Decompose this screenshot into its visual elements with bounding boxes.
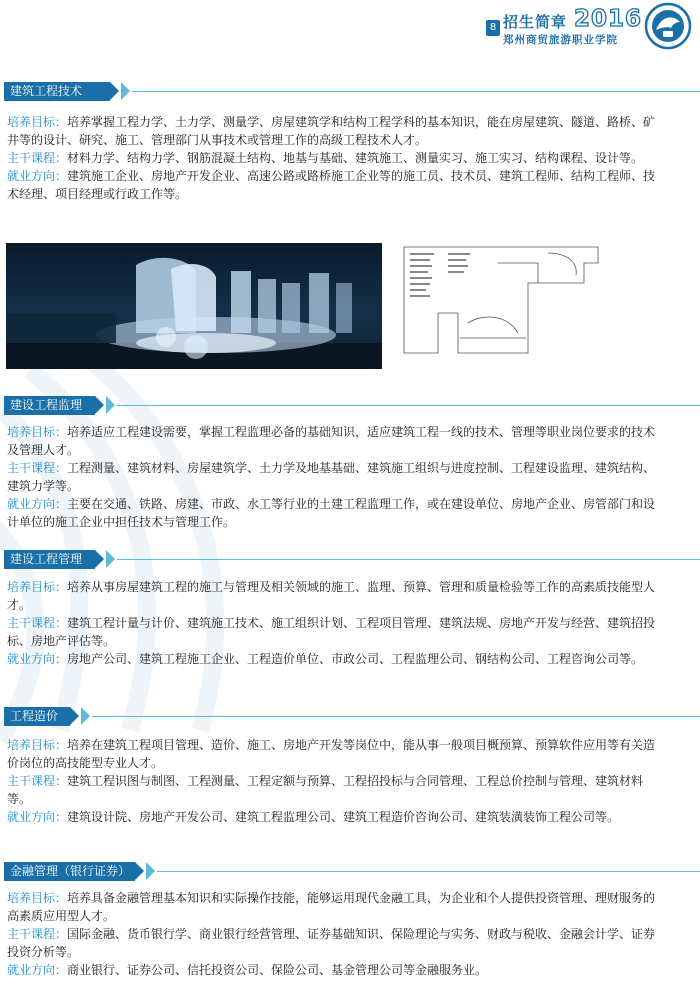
goal-text: 培养在建筑工程项目管理、造价、施工、房地产开发等岗位中，能从事一般项目概预算、预算软件应用等有关造价岗位的高技能型专业人才。	[7, 738, 656, 770]
section-finance-management	[0, 862, 700, 979]
career-text: 主要在交通、铁路、房建、市政、水工等行业的土建工程监理工作，或在建设单位、房地产企业、房管部门和设计单位的施工企业中担任技术与管理工作。	[7, 497, 656, 529]
career-label: 就业方向：	[7, 810, 68, 824]
career-label: 就业方向：	[7, 963, 68, 977]
career-direction	[7, 961, 657, 979]
section-construction-technology	[0, 82, 700, 203]
heading-arrow	[95, 396, 104, 414]
goal-text: 培养从事房屋建筑工程的施工与管理及相关领域的施工、监理、预算、管理和质量检验等工作的高素质技能型人才。	[7, 580, 656, 612]
training-goal	[7, 113, 657, 149]
career-label: 就业方向：	[7, 497, 68, 511]
career-direction	[7, 808, 657, 826]
courses-label: 主干课程：	[7, 151, 68, 165]
section-title: 建筑工程技术	[4, 82, 110, 101]
section-cost-engineering	[0, 707, 700, 826]
section-heading	[0, 550, 700, 569]
heading-arrow	[135, 862, 144, 880]
career-text: 商业银行、证券公司、信托投资公司、保险公司、基金管理公司等金融服务业。	[67, 963, 488, 977]
courses-text: 工程测量、建筑材料、房屋建筑学、土力学及地基基础、建筑施工组织与进度控制、工程建设监理、建筑结构、建筑力学等。	[7, 461, 656, 493]
courses-label: 主干课程：	[7, 774, 68, 788]
heading-arrow	[110, 82, 119, 100]
school-logo	[643, 2, 693, 50]
goal-label: 培养目标：	[7, 891, 68, 905]
heading-arrow	[121, 82, 130, 100]
section-title: 工程造价	[4, 707, 70, 726]
watermark-logo	[0, 330, 300, 750]
page-header	[0, 0, 700, 52]
section-title: 建设工程监理	[4, 396, 95, 415]
section-construction-management	[0, 550, 700, 668]
career-label: 就业方向：	[7, 169, 68, 183]
career-direction	[7, 650, 657, 668]
career-direction	[7, 167, 657, 203]
goal-text: 培养具备金融管理基本知识和实际操作技能，能够运用现代金融工具，为企业和个人提供投资管理、理财服务的高素质应用型人才。	[7, 891, 656, 923]
goal-label: 培养目标：	[7, 115, 68, 129]
courses-text: 建筑工程识图与制图、工程测量、工程定额与预算、工程招投标与合同管理、工程总价控制与管理、建筑材料等。	[7, 774, 644, 806]
main-courses	[7, 772, 657, 808]
courses-label: 主干课程：	[7, 461, 68, 475]
main-courses	[7, 149, 657, 167]
heading-arrow	[95, 550, 104, 568]
main-courses	[7, 925, 657, 961]
section-title: 金融管理（银行证券）	[4, 862, 135, 881]
floor-plan-drawing	[398, 243, 608, 361]
goal-text: 培养适应工程建设需要，掌握工程监理必备的基础知识，适应建筑工程一线的技术、管理等职业岗位要求的技术及管理人才。	[7, 425, 656, 457]
goal-label: 培养目标：	[7, 580, 68, 594]
main-courses	[7, 614, 657, 650]
training-goal	[7, 578, 657, 614]
heading-arrow	[81, 707, 90, 725]
career-text: 建筑设计院、房地产开发公司、建筑工程监理公司、建筑工程造价咨询公司、建筑装潢装饰工程公司等。	[67, 810, 620, 824]
career-label: 就业方向：	[7, 652, 68, 666]
section-heading	[0, 707, 700, 726]
goal-text: 培养掌握工程力学、土力学、测量学、房屋建筑学和结构工程学科的基本知识，能在房屋建筑、隧道、路桥、矿井等的设计、研究、施工、管理部门从事技术或管理工作的高级工程技术人才。	[7, 115, 656, 147]
header-title: 招生简章	[503, 13, 568, 31]
heading-rule	[157, 871, 700, 872]
heading-arrow	[146, 862, 155, 880]
training-goal	[7, 736, 657, 772]
page-number: 8	[486, 20, 500, 36]
heading-rule	[117, 405, 700, 406]
heading-arrow	[70, 707, 79, 725]
section-title: 建设工程管理	[4, 550, 95, 569]
goal-label: 培养目标：	[7, 738, 68, 752]
section-heading	[0, 862, 700, 881]
career-text: 建筑施工企业、房地产开发企业、高速公路或路桥施工企业等的施工员、技术员、建筑工程师、结构工程师、技术经理、项目经理或行政工作等。	[7, 169, 656, 201]
training-goal	[7, 889, 657, 925]
courses-text: 国际金融、货币银行学、商业银行经营管理、证券基础知识、保险理论与实务、财政与税收、金融会计学、证券投资分析等。	[7, 927, 656, 959]
training-goal	[7, 423, 657, 459]
courses-label: 主干课程：	[7, 927, 68, 941]
section-heading	[0, 82, 700, 101]
header-school-name: 郑州商贸旅游职业学院	[503, 34, 618, 46]
goal-label: 培养目标：	[7, 425, 68, 439]
courses-label: 主干课程：	[7, 616, 68, 630]
heading-arrow	[106, 396, 115, 414]
section-heading	[0, 396, 700, 415]
section-construction-supervision	[0, 396, 700, 531]
main-courses	[7, 459, 657, 495]
building-night-photo	[6, 243, 382, 369]
career-text: 房地产公司、建筑工程施工企业、工程造价单位、市政公司、工程监理公司、钢结构公司、工程咨询公司等。	[67, 652, 644, 666]
heading-rule	[132, 91, 700, 92]
heading-arrow	[106, 550, 115, 568]
courses-text: 材料力学、结构力学、钢筋混凝土结构、地基与基础、建筑施工、测量实习、施工实习、结构课程、设计等。	[67, 151, 644, 165]
heading-rule	[92, 716, 700, 717]
header-year: 2016	[574, 6, 643, 32]
heading-rule	[117, 559, 700, 560]
courses-text: 建筑工程计量与计价、建筑施工技术、施工组织计划、工程项目管理、建筑法规、房地产开发与经营、建筑招投标、房地产评估等。	[7, 616, 656, 648]
career-direction	[7, 495, 657, 531]
